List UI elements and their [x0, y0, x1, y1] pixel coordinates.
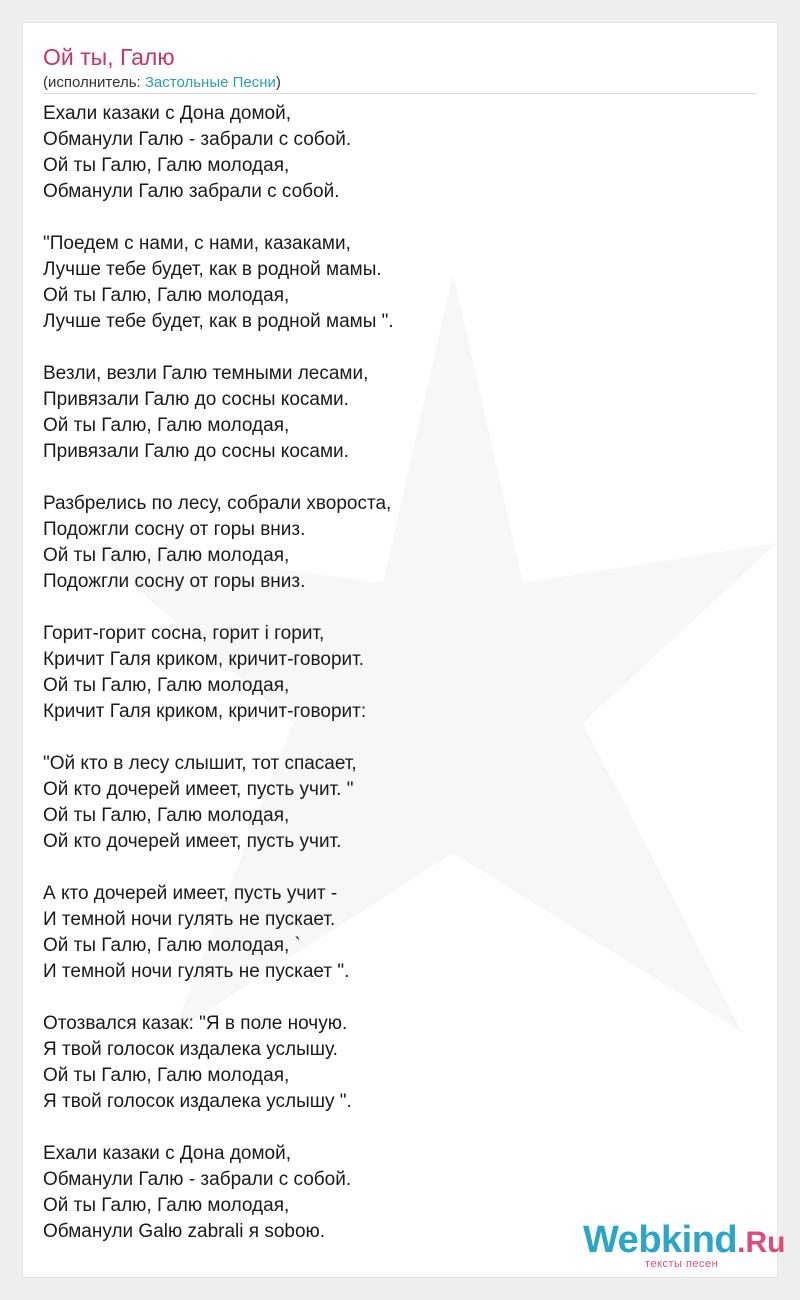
- lyrics-body: [43, 101, 394, 1271]
- lyrics-line: А кто дочерей имеет, пусть учит -: [43, 883, 338, 904]
- lyrics-line: Лучше тебе будет, как в родной мамы.: [43, 259, 382, 280]
- lyrics-line: Разбрелись по лесу, собрали хвороста,: [43, 493, 392, 514]
- lyrics-line: Горит-горит сосна, горит і горит,: [43, 623, 325, 644]
- logo-tagline: тексты песен: [645, 1258, 719, 1270]
- lyrics-line: Ой ты Галю, Галю молодая,: [43, 675, 290, 696]
- lyrics-stanza: [43, 881, 394, 985]
- song-title: Ой ты, Галю: [43, 44, 175, 70]
- lyrics-line: Я твой голосок издалека услышу ".: [43, 1091, 352, 1112]
- lyrics-line: Обманули Галю - забрали с собой.: [43, 1169, 352, 1190]
- artist-suffix: ): [275, 74, 281, 91]
- logo-tld: .Ru: [737, 1226, 786, 1259]
- lyrics-line: Кричит Галя криком, кричит-говорит.: [43, 649, 365, 670]
- lyrics-card: [22, 22, 786, 1278]
- lyrics-line: Подожгли сосну от горы вниз.: [43, 519, 306, 540]
- lyrics-line: И темной ночи гулять не пускает ".: [43, 961, 350, 982]
- lyrics-line: Ой ты Галю, Галю молодая,: [43, 1195, 290, 1216]
- lyrics-line: Обманули Galю zabrali я soboю.: [43, 1221, 326, 1242]
- artist-line: [43, 74, 281, 92]
- lyrics-line: Ехали казаки с Дона домой,: [43, 1143, 292, 1164]
- lyrics-stanza: [43, 361, 394, 465]
- lyrics-line: Ой ты Галю, Галю молодая,: [43, 1065, 290, 1086]
- lyrics-line: Ехали казаки с Дона домой,: [43, 103, 292, 124]
- lyrics-line: "Поедем с нами, с нами, казаками,: [43, 233, 351, 254]
- lyrics-stanza: [43, 751, 394, 855]
- lyrics-stanza: [43, 101, 394, 205]
- lyrics-line: Ой ты Галю, Галю молодая,: [43, 805, 290, 826]
- lyrics-line: Ой ты Галю, Галю молодая, `: [43, 935, 301, 956]
- lyrics-line: Подожгли сосну от горы вниз.: [43, 571, 306, 592]
- lyrics-line: Везли, везли Галю темными лесами,: [43, 363, 369, 384]
- lyrics-stanza: [43, 621, 394, 725]
- lyrics-stanza: [43, 1141, 394, 1245]
- lyrics-stanza: [43, 491, 394, 595]
- lyrics-line: Привязали Галю до сосны косами.: [43, 441, 349, 462]
- lyrics-line: Кричит Галя криком, кричит-говорит:: [43, 701, 367, 722]
- lyrics-line: Лучше тебе будет, как в родной мамы ".: [43, 311, 394, 332]
- lyrics-line: Ой ты Галю, Галю молодая,: [43, 285, 290, 306]
- lyrics-line: Ой ты Галю, Галю молодая,: [43, 545, 290, 566]
- artist-link[interactable]: Застольные Песни: [144, 74, 276, 91]
- lyrics-line: Обманули Галю - забрали с собой.: [43, 129, 352, 150]
- site-logo[interactable]: [583, 1219, 786, 1270]
- lyrics-stanza: [43, 1011, 394, 1115]
- lyrics-line: Ой кто дочерей имеет, пусть учит. ": [43, 779, 354, 800]
- lyrics-line: Привязали Галю до сосны косами.: [43, 389, 349, 410]
- logo-wordmark: Webkind: [583, 1219, 738, 1261]
- lyrics-line: Ой ты Галю, Галю молодая,: [43, 155, 290, 176]
- lyrics-line: Обманули Галю забрали с собой.: [43, 181, 340, 202]
- title-divider: [43, 93, 757, 94]
- lyrics-line: Отозвался казак: "Я в поле ночую.: [43, 1013, 348, 1034]
- lyrics-stanza: [43, 231, 394, 335]
- lyrics-line: И темной ночи гулять не пускает.: [43, 909, 336, 930]
- lyrics-line: Ой ты Галю, Галю молодая,: [43, 415, 290, 436]
- lyrics-line: Я твой голосок издалека услышу.: [43, 1039, 338, 1060]
- lyrics-line: "Ой кто в лесу слышит, тот спасает,: [43, 753, 357, 774]
- artist-prefix: (исполнитель:: [43, 74, 145, 91]
- lyrics-line: Ой кто дочерей имеет, пусть учит.: [43, 831, 342, 852]
